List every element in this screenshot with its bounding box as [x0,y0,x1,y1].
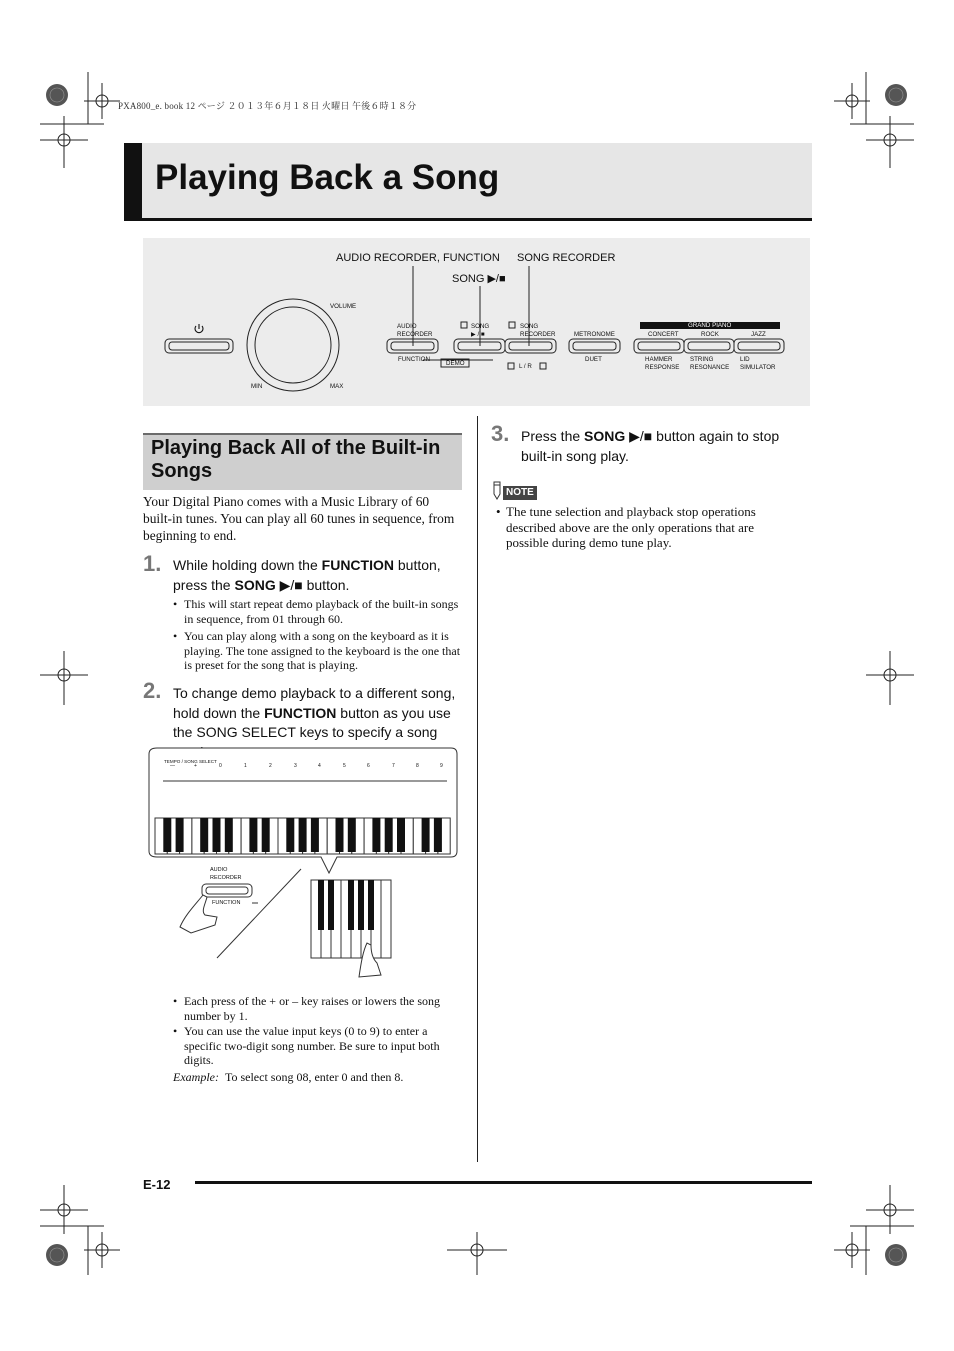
page-title: Playing Back a Song [155,158,500,197]
black-key [286,818,294,852]
black-key [372,818,380,852]
black-key [213,818,221,852]
illustration-function-label: FUNCTION [212,900,241,906]
callout-audio-recorder-function: AUDIO RECORDER, FUNCTION [336,252,500,264]
label-l-r: L / R [519,363,532,370]
black-key [311,818,319,852]
black-key [348,818,356,852]
black-key [348,880,354,930]
footer-rule [195,1181,812,1184]
note-pencil-icon [491,480,503,500]
list-item: • You can use the value input keys (0 to 9) to enter a specific two-digit song number. Be sure to input both digits. [173,1024,463,1068]
black-key [422,818,430,852]
black-key [299,818,307,852]
list-item: • This will start repeat demo playback of the built-in songs in sequence, from 01 through 60. [173,597,463,626]
black-key [225,818,233,852]
label-min: MIN [251,383,263,390]
file-info: PXA800_e. book 12 ページ ２０１３年６月１８日 火曜日 午後６時１８分 [118,101,417,111]
black-key [397,818,405,852]
callout-song-recorder: SONG RECORDER [517,252,616,264]
black-key [385,818,393,852]
label-max: MAX [330,383,344,390]
white-key [381,880,391,958]
step-3-text: Press the SONG ▶/■ button again to stop built-in song play. [521,428,780,464]
label-grand-piano: GRAND PIANO [688,322,732,329]
note-badge: NOTE [503,486,537,500]
label-metronome: METRONOME [574,331,615,338]
step-3-number: 3. [491,421,510,446]
label-song-play: SONG ▶ / ■ [471,323,490,338]
step-1-number: 1. [143,551,162,576]
tempo-song-select-label: TEMPO / SONG SELECT [164,759,217,764]
title-accent-bar [124,143,142,221]
step-2-bullets [173,994,463,1084]
illustration-audio-recorder-label: AUDIO RECORDER [210,867,242,881]
list-item: • Each press of the + or – key raises or lowers the song number by 1. [173,994,463,1023]
label-volume: VOLUME [330,303,357,310]
page-number: E-12 [143,1177,171,1192]
label-audio-recorder: AUDIO RECORDER [397,323,433,338]
black-key [336,818,344,852]
black-key [358,880,364,930]
black-key [434,818,442,852]
black-key [163,818,171,852]
label-rock: ROCK [701,331,719,338]
section-heading: Playing Back All of the Built-in Songs [151,437,441,482]
black-key [318,880,324,930]
lower-keys [311,880,391,958]
black-key [262,818,270,852]
label-jazz: JAZZ [751,331,766,338]
label-hammer-response: HAMMER RESPONSE [645,356,680,371]
label-duet: DUET [585,356,602,363]
list-item: • You can play along with a song on the keyboard as it is playing. The tone assigned to the keyboard is the one that is preset for the song that is playing. [173,629,463,673]
list-item: • The tune selection and playback stop operations described above are the only operations that are possible during demo tune play. [496,504,792,551]
step-2-number: 2. [143,678,162,703]
note-bullets [496,504,792,551]
example-line: Example: To select song 08, enter 0 and then 8. [173,1069,404,1084]
step-1-bullets [173,597,463,673]
song-select-key-labels: — + 0 1 2 3 4 5 6 7 8 9 [170,763,443,769]
black-key [176,818,184,852]
step-1-text: While holding down the FUNCTION button, press the SONG ▶/■ button. [173,557,441,593]
black-key [368,880,374,930]
label-concert: CONCERT [648,331,679,338]
step-2-text: To change demo playback to a different song, hold down the FUNCTION button as you use the SONG SELECT keys to specify a song [173,685,456,740]
label-song-recorder: SONG RECORDER [520,323,556,338]
label-function: FUNCTION [398,356,430,363]
upper-keys [155,818,450,854]
label-lid-simulator: LID SIMULATOR [740,356,776,371]
callout-song-play: SONG ▶/■ [452,273,506,285]
black-key [328,880,334,930]
column-divider [477,416,478,1162]
black-key [200,818,208,852]
black-key [249,818,257,852]
label-string-resonance: STRING RESONANCE [690,356,730,371]
keyboard-illustration [145,745,463,985]
label-demo: DEMO [446,360,465,367]
section-intro: Your Digital Piano comes with a Music Library of 60 built-in tunes. You can play all 60 tunes in sequence, from beginning to end. [143,494,455,543]
